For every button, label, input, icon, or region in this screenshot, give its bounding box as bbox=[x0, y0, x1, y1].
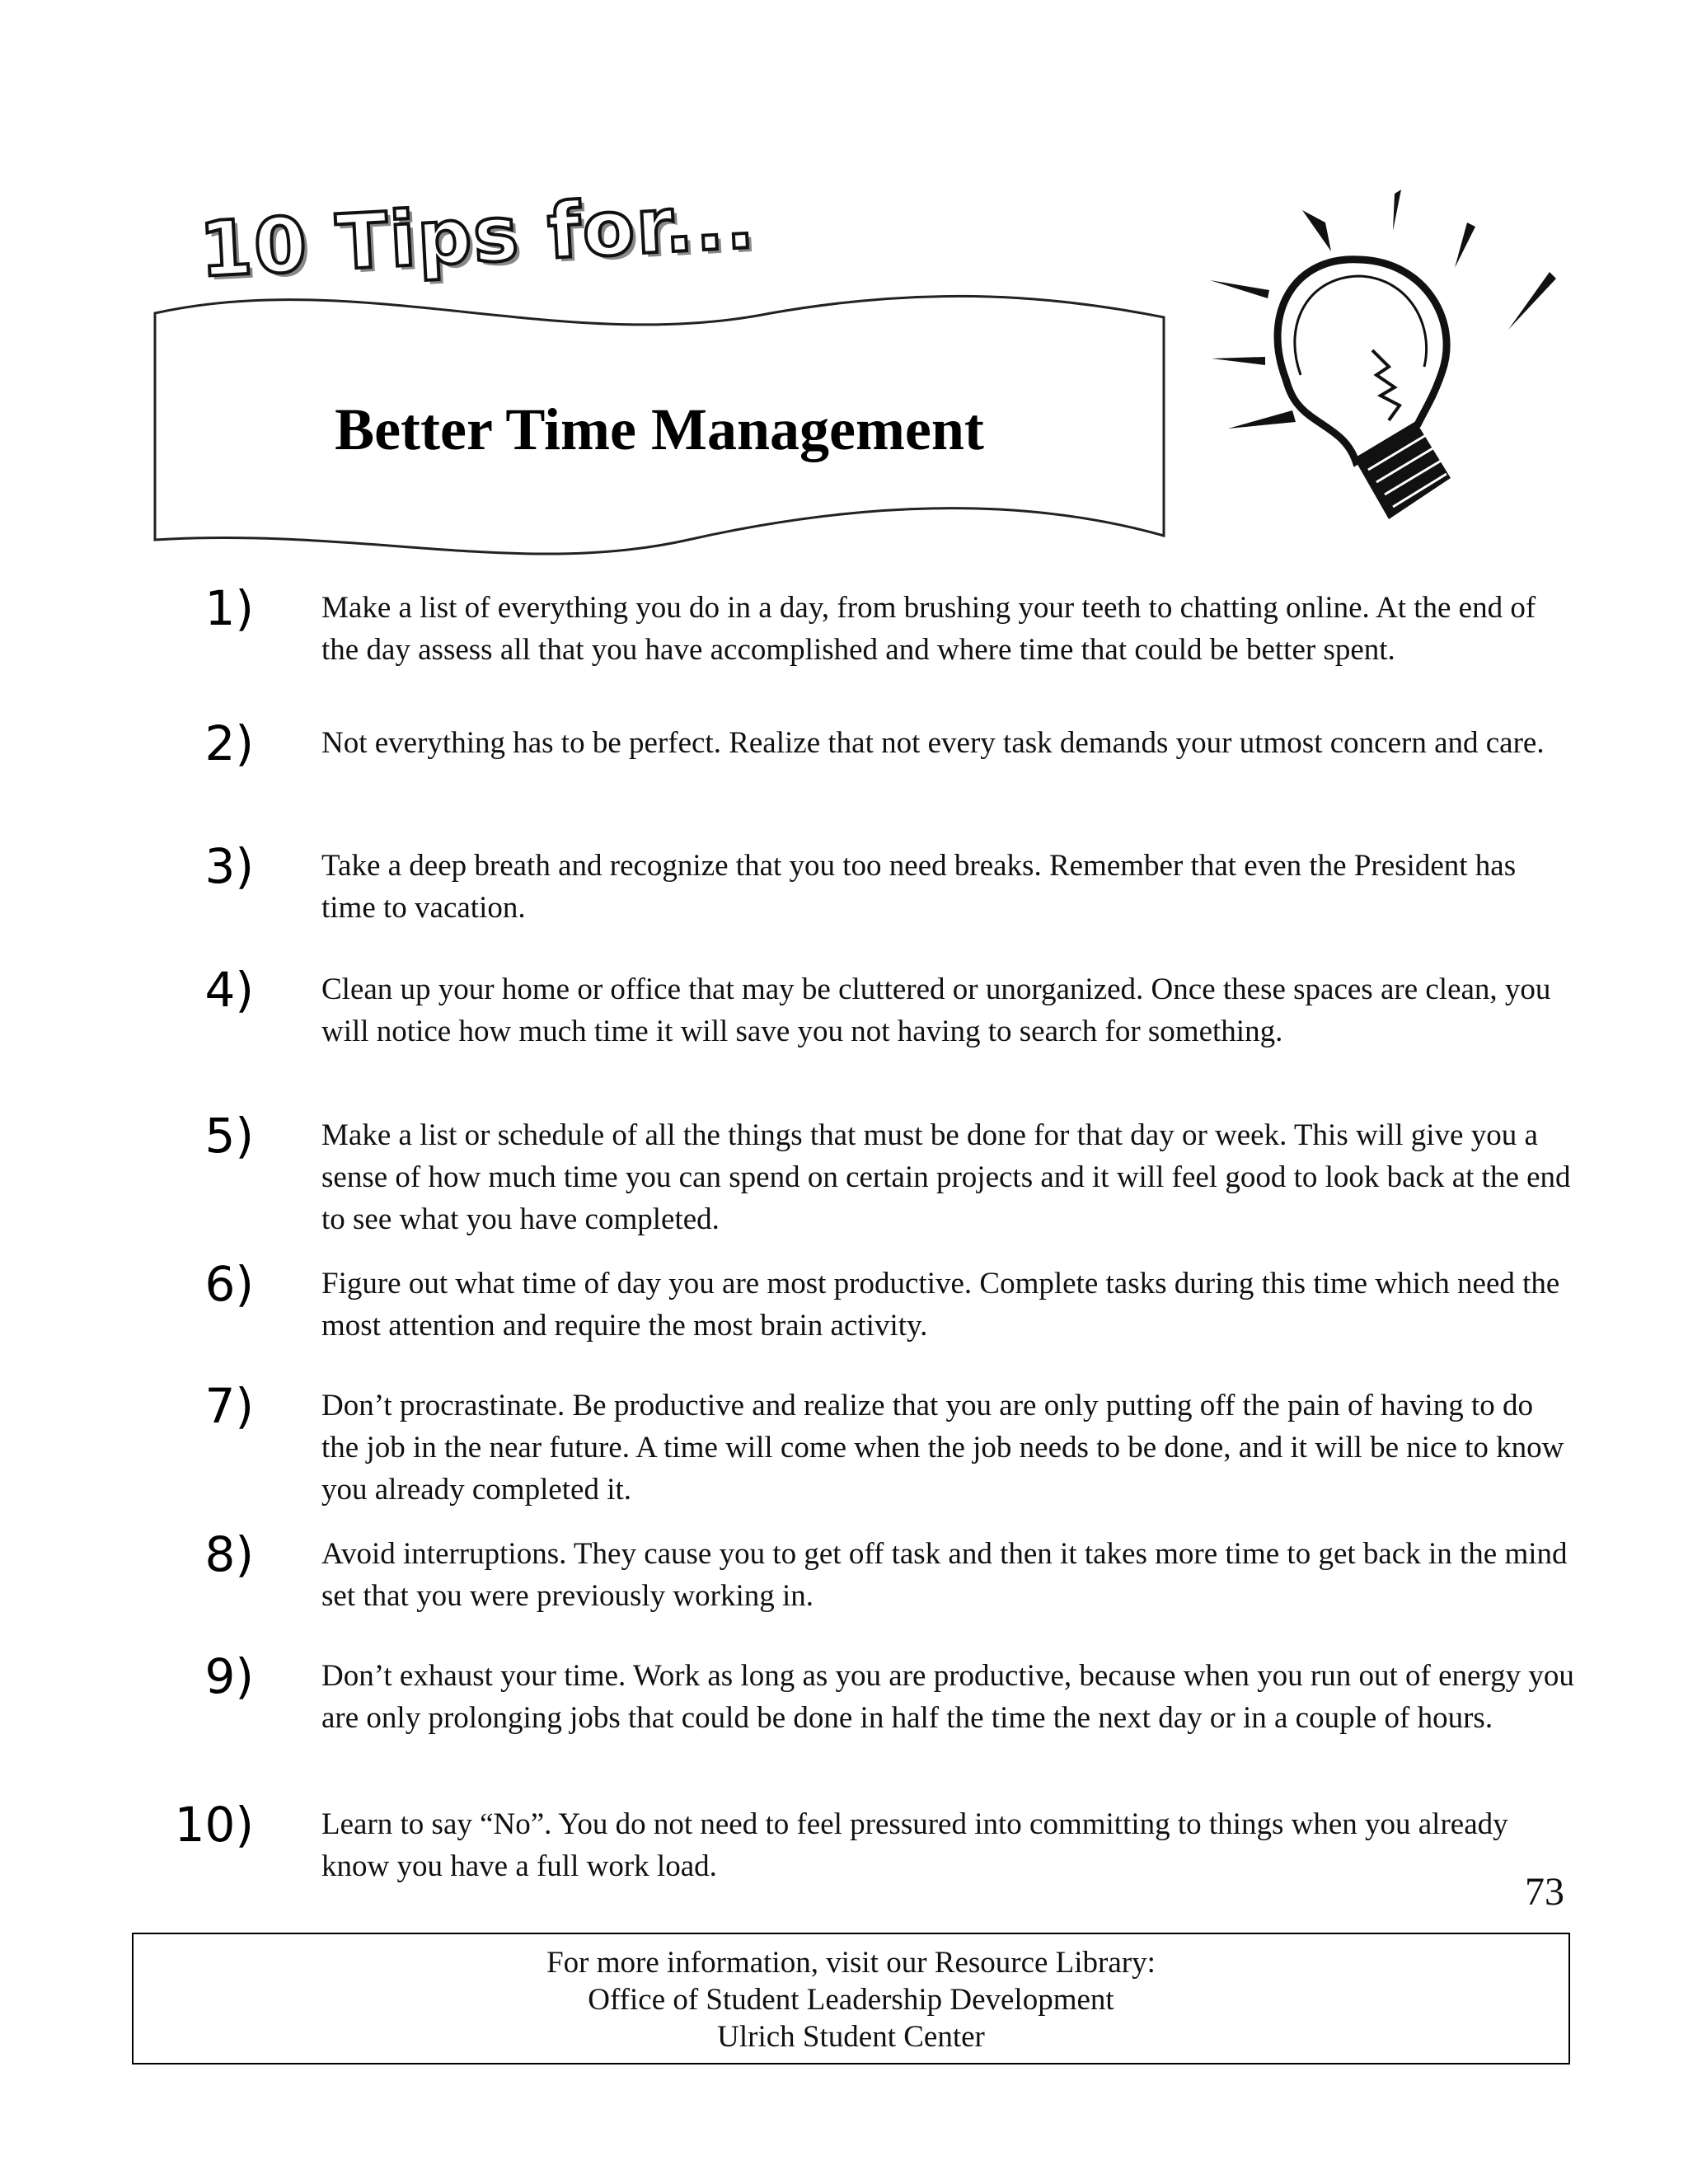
footer-line: Office of Student Leadership Development bbox=[588, 1983, 1114, 2017]
tip-text: Make a list of everything you do in a day, from brushing your teeth to chatting online. At the end of the day assess all that you have accomplished and where time that could be better spent. bbox=[321, 591, 1536, 667]
tip-text: Not everything has to be perfect. Realize that not every task demands your utmost concern and care. bbox=[321, 726, 1545, 760]
tip-number: 2) bbox=[204, 715, 254, 771]
page-number: 73 bbox=[1525, 1870, 1564, 1914]
footer-box bbox=[132, 1933, 1570, 2064]
lightbulb-icon bbox=[1203, 190, 1566, 536]
headline: 10 Tips for... bbox=[197, 176, 758, 294]
tip-number: 9) bbox=[204, 1648, 254, 1704]
tip-number: 1) bbox=[204, 580, 254, 636]
tip-text: Learn to say “No”. You do not need to feel pressured into committing to things when you already know you have a full work load. bbox=[321, 1807, 1508, 1883]
tip-number: 6) bbox=[204, 1256, 254, 1312]
tip-number: 4) bbox=[204, 962, 254, 1018]
tip-text: Figure out what time of day you are most productive. Complete tasks during this time which need the most attention and require the most brain activity. bbox=[321, 1267, 1560, 1343]
tip-number: 7) bbox=[204, 1378, 254, 1434]
tip-number: 10) bbox=[174, 1797, 254, 1853]
tip-text: Take a deep breath and recognize that you too need breaks. Remember that even the President has time to vacation. bbox=[321, 849, 1517, 925]
tip-number: 8) bbox=[204, 1526, 254, 1582]
tip-text: Avoid interruptions. They cause you to get off task and then it takes more time to get back in the mind set that you were previously working in. bbox=[321, 1537, 1568, 1613]
footer-line: For more information, visit our Resource Library: bbox=[546, 1946, 1156, 1980]
page-title: Better Time Management bbox=[335, 396, 984, 462]
tip-text: Clean up your home or office that may be cluttered or unorganized. Once these spaces are clean, you will notice how much time it will save you not having to search for something. bbox=[321, 972, 1551, 1048]
tip-text: Don’t procrastinate. Be productive and realize that you are only putting off the pain of having to do the job in the near future. A time will come when the job needs to be done, and it will be nice to know you already completed it. bbox=[321, 1389, 1564, 1507]
tip-text: Don’t exhaust your time. Work as long as you are productive, because when you run out of energy you are only prolonging jobs that could be done in half the time the next day or in a couple of hours. bbox=[321, 1659, 1574, 1735]
tip-text: Make a list or schedule of all the things that must be done for that day or week. This will give you a sense of how much time you can spend on certain projects and it will feel good to look back at the end to see what you have completed. bbox=[321, 1118, 1571, 1236]
footer-line: Ulrich Student Center bbox=[717, 2020, 985, 2054]
tip-number: 3) bbox=[204, 838, 254, 894]
tip-number: 5) bbox=[204, 1108, 254, 1164]
